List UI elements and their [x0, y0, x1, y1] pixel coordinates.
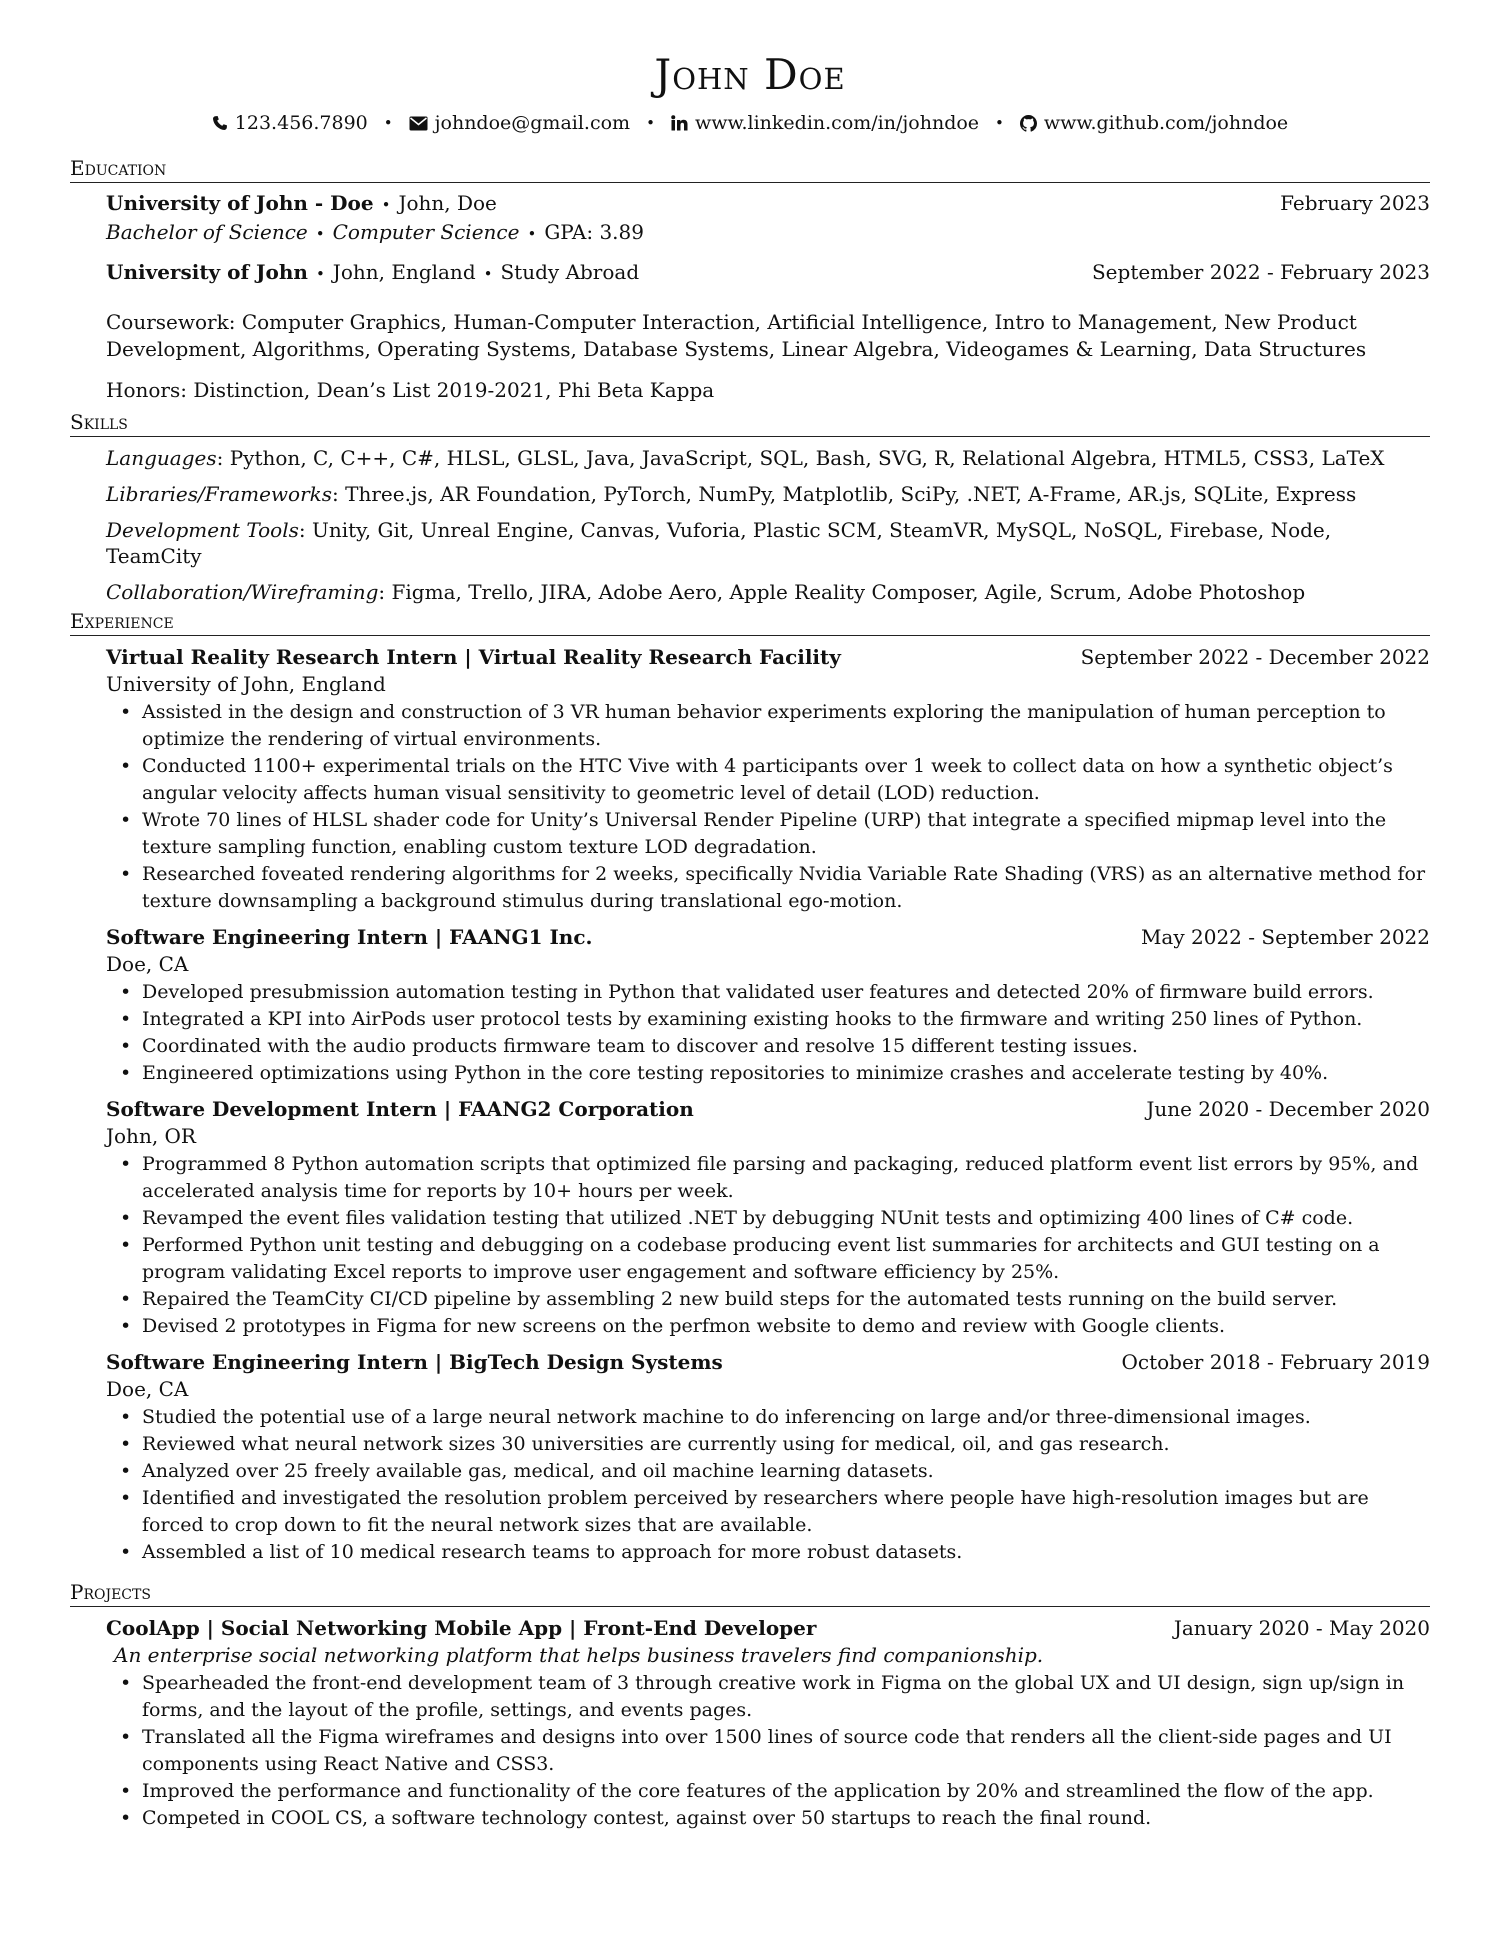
skill-value: Three.js, AR Foundation, PyTorch, NumPy, Matplotlib, SciPy, .NET, A-Frame, AR.js, SQLite, Express: [345, 482, 1357, 507]
list-item: • Programmed 8 Python automation scripts that optimized file parsing and packaging, reduced platform event list errors by 95%, and accelerated analysis time for reports by 10+ hours per week.: [142, 1151, 1430, 1205]
school-date: September 2022 - February 2023: [1091, 260, 1430, 285]
project-title: CoolApp | Social Networking Mobile App | Front-End Developer: [106, 1616, 817, 1641]
honors: Honors: Distinction, Dean’s List 2019-2021, Phi Beta Kappa: [106, 378, 715, 403]
section-title-skills: Skills: [70, 410, 1430, 437]
project-tagline: An enterprise social networking platform that helps business travelers find companionship.: [114, 1643, 1044, 1668]
separator-dot: •: [315, 225, 325, 244]
job-location: Doe, CA: [106, 952, 189, 977]
projects-section: [70, 1615, 1430, 1832]
skill-value: Figma, Trello, JIRA, Adobe Aero, Apple Reality Composer, Agile, Scrum, Adobe Photoshop: [391, 580, 1306, 605]
job-bullets: [106, 979, 1430, 1087]
list-item: • Studied the potential use of a large neural network machine to do inferencing on large and/or three-dimensional images.: [142, 1404, 1430, 1431]
project-header: [106, 1615, 1430, 1642]
school-row: [106, 259, 1430, 288]
separator-dot: •: [646, 114, 655, 133]
phone-number: 123.456.7890: [234, 112, 368, 135]
school-note: Study Abroad: [500, 260, 640, 285]
list-item: • Reviewed what neural network sizes 30 universities are currently using for medical, oil, and gas research.: [142, 1431, 1430, 1458]
school-row: [106, 190, 1430, 219]
list-item: • Analyzed over 25 freely available gas, medical, and oil machine learning datasets.: [142, 1458, 1430, 1485]
skill-value: Unity, Git, Unreal Engine, Canvas, Vuforia, Plastic SCM, SteamVR, MySQL, NoSQL, Firebase, Node, TeamCity: [106, 518, 1332, 569]
school-name: University of John: [106, 260, 308, 285]
skill-line: Development Tools: Unity, Git, Unreal Engine, Canvas, Vuforia, Plastic SCM, SteamVR, MySQL, NoSQL, Firebase, Node, TeamCity: [106, 518, 1332, 569]
list-item: • Assisted in the design and construction of 3 VR human behavior experiments exploring the manipulation of human perception to optimize the rendering of virtual environments.: [142, 699, 1430, 753]
job-date: May 2022 - September 2022: [1140, 925, 1430, 950]
job-date: September 2022 - December 2022: [1080, 645, 1430, 670]
job-entry: [106, 924, 1430, 1087]
contact-linkedin[interactable]: [671, 112, 979, 134]
github-icon: [1020, 115, 1037, 132]
list-item: • Spearheaded the front-end development team of 3 through creative work in Figma on the global UX and UI design, sign up/sign in forms, and the layout of the profile, settings, and events pages.: [142, 1670, 1430, 1724]
separator-dot: •: [995, 114, 1004, 133]
job-header: [106, 924, 1430, 951]
contact-email[interactable]: [409, 112, 630, 134]
skill-line: Languages: Python, C, C++, C#, HLSL, GLSL, Java, JavaScript, SQL, Bash, SVG, R, Relational Algebra, HTML5, CSS3, LaTeX: [106, 446, 1385, 471]
job-header: [106, 1349, 1430, 1376]
separator-dot: •: [381, 196, 391, 215]
github-url: www.github.com/johndoe: [1043, 112, 1289, 135]
phone-icon: [212, 115, 228, 131]
skills-section: [70, 445, 1430, 605]
job-bullets: [106, 1151, 1430, 1340]
school-location: John, England: [332, 260, 476, 285]
list-item: • Repaired the TeamCity CI/CD pipeline by assembling 2 new build steps for the automated tests running on the build server.: [142, 1286, 1430, 1313]
email-address: johndoe@gmail.com: [434, 112, 631, 135]
list-item: • Integrated a KPI into AirPods user protocol tests by examining existing hooks to the firmware and writing 250 lines of Python.: [142, 1006, 1430, 1033]
list-item: • Assembled a list of 10 medical research teams to approach for more robust datasets.: [142, 1539, 1430, 1566]
linkedin-icon: [671, 115, 688, 131]
list-item: • Researched foveated rendering algorithms for 2 weeks, specifically Nvidia Variable Rate Shading (VRS) as an alternative method for texture downsampling a background stimulus during translational ego-motion.: [142, 861, 1430, 915]
list-item: • Wrote 70 lines of HLSL shader code for Unity’s Universal Render Pipeline (URP) that integrate a specified mipmap level into the texture sampling function, enabling custom texture LOD degradation.: [142, 807, 1430, 861]
gpa: GPA: 3.89: [544, 220, 644, 245]
job-header: [106, 1096, 1430, 1123]
job-title: Software Engineering Intern | FAANG1 Inc.: [106, 925, 593, 950]
separator-dot: •: [383, 114, 393, 133]
skill-label: Collaboration/Wireframing: [106, 580, 379, 605]
skill-label: Languages: [106, 446, 217, 471]
page-title: John Doe: [654, 50, 846, 99]
school-location: John, Doe: [398, 191, 497, 216]
job-entry: [106, 1349, 1430, 1566]
school-name: University of John - Doe: [106, 191, 374, 216]
job-location: John, OR: [106, 1124, 196, 1149]
experience-section: [70, 644, 1430, 1566]
section-title-projects: Projects: [70, 1580, 1430, 1607]
project-entry: [106, 1615, 1430, 1832]
coursework: Coursework: Computer Graphics, Human-Computer Interaction, Artificial Intelligence, Intro to Management, New Product Development, Algorithms, Operating Systems, Database Systems, Linear Algebra, Videogames & Learning, Data Structures: [106, 310, 1367, 362]
job-bullets: [106, 1404, 1430, 1566]
skill-label: Libraries/Frameworks: [106, 482, 333, 507]
job-bullets: [106, 699, 1430, 915]
list-item: • Performed Python unit testing and debugging on a codebase producing event list summaries for architects and GUI testing on a program validating Excel reports to improve user engagement and software efficiency by 25%.: [142, 1232, 1430, 1286]
education-section: [70, 190, 1430, 404]
separator-dot: •: [315, 265, 325, 284]
project-date: January 2020 - May 2020: [1173, 1616, 1430, 1641]
school-date: February 2023: [1280, 191, 1430, 216]
degree: Bachelor of Science: [106, 220, 308, 245]
job-location: Doe, CA: [106, 1377, 189, 1402]
contact-bar: [70, 112, 1430, 134]
job-header: [106, 644, 1430, 671]
skill-line: Collaboration/Wireframing: Figma, Trello, JIRA, Adobe Aero, Apple Reality Composer, Agile, Scrum, Adobe Photoshop: [106, 580, 1306, 605]
job-entry: [106, 1096, 1430, 1340]
separator-dot: •: [483, 265, 493, 284]
job-entry: [106, 644, 1430, 915]
section-title-education: Education: [70, 156, 1430, 183]
list-item: • Coordinated with the audio products firmware team to discover and resolve 15 different testing issues.: [142, 1033, 1430, 1060]
list-item: • Competed in COOL CS, a software technology contest, against over 50 startups to reach the final round.: [142, 1805, 1430, 1832]
list-item: • Identified and investigated the resolution problem perceived by researchers where people have high-resolution images but are forced to crop down to fit the neural network sizes that are available.: [142, 1485, 1430, 1539]
envelope-icon: [409, 116, 428, 131]
degree-line: [106, 219, 1430, 247]
job-title: Software Engineering Intern | BigTech Design Systems: [106, 1350, 723, 1375]
job-date: October 2018 - February 2019: [1121, 1350, 1430, 1375]
separator-dot: •: [527, 225, 537, 244]
list-item: • Translated all the Figma wireframes and designs into over 1500 lines of source code that renders all the client-side pages and UI components using React Native and CSS3.: [142, 1724, 1430, 1778]
list-item: • Revamped the event files validation testing that utilized .NET by debugging NUnit tests and optimizing 400 lines of C# code.: [142, 1205, 1430, 1232]
list-item: • Conducted 1100+ experimental trials on the HTC Vive with 4 participants over 1 week to collect data on how a synthetic object’s angular velocity affects human visual sensitivity to geometric level of detail (LOD) reduction.: [142, 753, 1430, 807]
list-item: • Devised 2 prototypes in Figma for new screens on the perfmon website to demo and review with Google clients.: [142, 1313, 1430, 1340]
list-item: • Improved the performance and functionality of the core features of the application by 20% and streamlined the flow of the app.: [142, 1778, 1430, 1805]
contact-phone[interactable]: [212, 112, 368, 134]
job-title: Software Development Intern | FAANG2 Corporation: [106, 1097, 694, 1122]
job-title: Virtual Reality Research Intern | Virtual Reality Research Facility: [106, 645, 841, 670]
skill-label: Development Tools: [106, 518, 299, 543]
contact-github[interactable]: [1020, 112, 1288, 134]
list-item: • Developed presubmission automation testing in Python that validated user features and detected 20% of firmware build errors.: [142, 979, 1430, 1006]
skill-value: Python, C, C++, C#, HLSL, GLSL, Java, JavaScript, SQL, Bash, SVG, R, Relational Algebra, HTML5, CSS3, LaTeX: [229, 446, 1385, 471]
section-title-experience: Experience: [70, 609, 1430, 636]
skill-line: Libraries/Frameworks: Three.js, AR Foundation, PyTorch, NumPy, Matplotlib, SciPy, .NET, A-Frame, AR.js, SQLite, Express: [106, 482, 1357, 507]
list-item: • Engineered optimizations using Python in the core testing repositories to minimize crashes and accelerate testing by 40%.: [142, 1060, 1430, 1087]
job-date: June 2020 - December 2020: [1146, 1097, 1430, 1122]
project-bullets: [106, 1670, 1430, 1832]
linkedin-url: www.linkedin.com/in/johndoe: [694, 112, 980, 135]
major: Computer Science: [332, 220, 520, 245]
job-location: University of John, England: [106, 672, 386, 697]
